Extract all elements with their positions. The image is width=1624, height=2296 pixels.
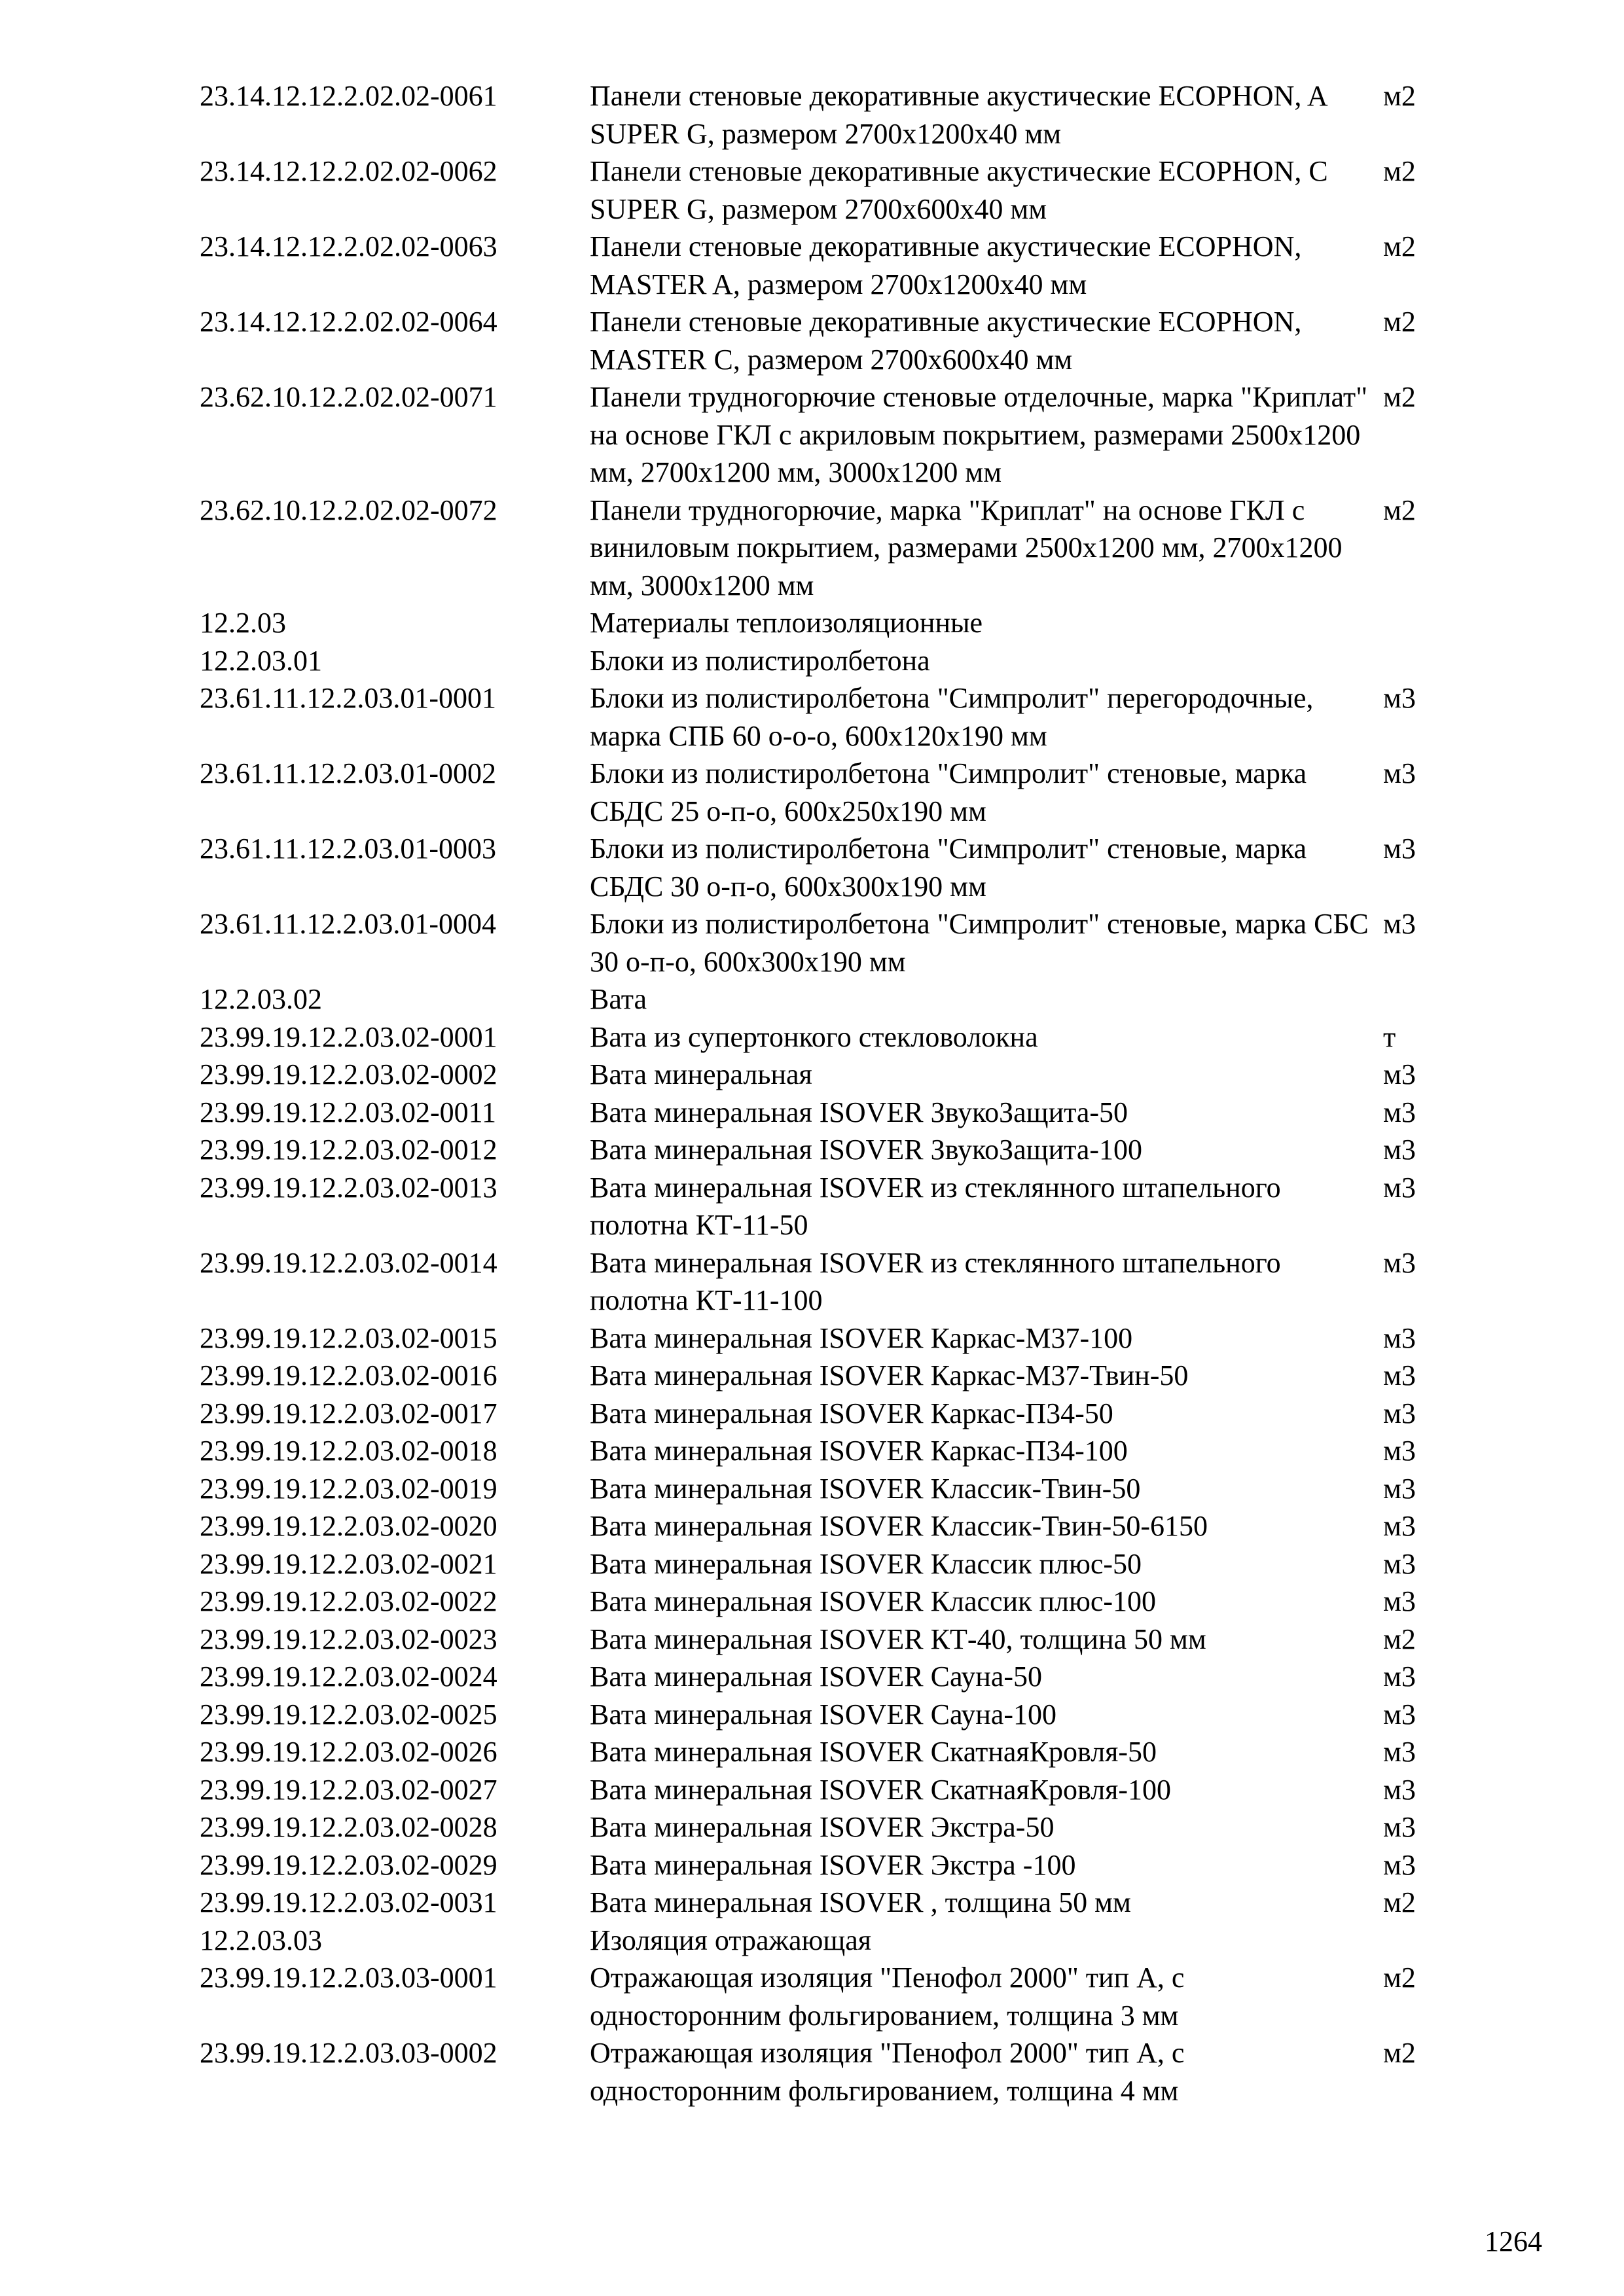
table-row — [200, 830, 1443, 905]
item-code: 23.99.19.12.2.03.02-0026 — [200, 1736, 497, 1768]
table-row — [200, 1056, 1443, 1094]
table-row — [200, 378, 1443, 492]
item-unit: м2 — [1383, 1962, 1416, 1994]
item-name: Панели стеновые декоративные акустические ECOPHON, C SUPER G, размером 2700x600x40 мм — [590, 155, 1328, 225]
item-name: Вата минеральная ISOVER Классик плюс-50 — [590, 1547, 1142, 1580]
item-code: 23.99.19.12.2.03.02-0031 — [200, 1886, 497, 1918]
item-name: Вата минеральная ISOVER , толщина 50 мм — [590, 1886, 1131, 1918]
item-name: Вата минеральная ISOVER Каркас-П34-50 — [590, 1397, 1113, 1429]
item-code: 12.2.03 — [200, 607, 286, 639]
item-unit: м2 — [1383, 80, 1416, 112]
table-row — [200, 1319, 1443, 1357]
item-name: Вата минеральная ISOVER Экстра-50 — [590, 1811, 1055, 1843]
item-unit: м3 — [1383, 1171, 1416, 1204]
table-row — [200, 679, 1443, 755]
item-unit: м3 — [1383, 1397, 1416, 1429]
item-unit: м3 — [1383, 1510, 1416, 1542]
item-code: 23.99.19.12.2.03.02-0019 — [200, 1472, 497, 1505]
table-row — [200, 1771, 1443, 1809]
table-row — [200, 1846, 1443, 1884]
item-unit: м3 — [1383, 833, 1416, 865]
item-name: Вата из супертонкого стекловолокна — [590, 1020, 1038, 1053]
table-row — [200, 492, 1443, 605]
table-row — [200, 1696, 1443, 1734]
item-name: Отражающая изоляция "Пенофол 2000" тип А, с односторонним фольгированием, толщина 4 мм — [590, 2037, 1185, 2107]
item-code: 23.14.12.12.2.02.02-0063 — [200, 230, 497, 262]
item-name: Панели стеновые декоративные акустические ECOPHON, MASTER C, размером 2700x600x40 мм — [590, 306, 1302, 376]
item-name: Блоки из полистиролбетона — [590, 644, 930, 677]
item-code: 23.99.19.12.2.03.02-0023 — [200, 1623, 497, 1655]
item-code: 23.99.19.12.2.03.02-0017 — [200, 1397, 497, 1429]
item-unit: м3 — [1383, 1134, 1416, 1166]
item-name: Вата минеральная ISOVER Сауна-50 — [590, 1660, 1043, 1693]
item-unit: м3 — [1383, 1811, 1416, 1843]
item-code: 23.99.19.12.2.03.02-0022 — [200, 1585, 497, 1617]
item-unit: м2 — [1383, 1623, 1416, 1655]
table-row — [200, 1395, 1443, 1433]
item-unit: м3 — [1383, 1848, 1416, 1881]
price-list-body — [200, 77, 1443, 2109]
item-unit: м3 — [1383, 1096, 1416, 1128]
item-unit: м2 — [1383, 493, 1416, 526]
item-unit: м3 — [1383, 1472, 1416, 1505]
table-row — [200, 1357, 1443, 1395]
table-row — [200, 1131, 1443, 1169]
item-code: 23.99.19.12.2.03.02-0012 — [200, 1134, 497, 1166]
item-name: Изоляция отражающая — [590, 1924, 872, 1956]
item-name: Вата — [590, 983, 647, 1015]
item-code: 23.99.19.12.2.03.02-0028 — [200, 1811, 497, 1843]
table-row — [200, 152, 1443, 228]
table-row — [200, 1470, 1443, 1508]
item-code: 23.61.11.12.2.03.01-0004 — [200, 908, 497, 940]
table-row — [200, 1884, 1443, 1922]
item-code: 23.61.11.12.2.03.01-0001 — [200, 682, 497, 714]
item-unit: м2 — [1383, 230, 1416, 262]
item-unit: м3 — [1383, 1359, 1416, 1391]
item-name: Вата минеральная ISOVER Классик-Твин-50 — [590, 1472, 1141, 1505]
table-row — [200, 980, 1443, 1018]
item-name: Отражающая изоляция "Пенофол 2000" тип А, с односторонним фольгированием, толщина 3 мм — [590, 1962, 1185, 2032]
item-code: 12.2.03.02 — [200, 983, 322, 1015]
item-code: 23.99.19.12.2.03.02-0029 — [200, 1848, 497, 1881]
item-code: 23.99.19.12.2.03.02-0027 — [200, 1773, 497, 1806]
item-code: 23.99.19.12.2.03.02-0001 — [200, 1020, 497, 1053]
item-name: Вата минеральная ISOVER из стеклянного штапельного полотна КТ-11-100 — [590, 1246, 1281, 1316]
item-unit: м2 — [1383, 2037, 1416, 2069]
table-row — [200, 905, 1443, 980]
table-row — [200, 1244, 1443, 1319]
table-row — [200, 1169, 1443, 1244]
item-unit: м3 — [1383, 757, 1416, 789]
table-row — [200, 1959, 1443, 2034]
item-code: 23.62.10.12.2.02.02-0072 — [200, 493, 497, 526]
item-name: Вата минеральная — [590, 1058, 812, 1090]
item-name: Вата минеральная ISOVER СкатнаяКровля-50 — [590, 1736, 1157, 1768]
item-unit: м3 — [1383, 1585, 1416, 1617]
table-row — [200, 1583, 1443, 1621]
item-unit: м3 — [1383, 1246, 1416, 1279]
item-code: 23.99.19.12.2.03.03-0002 — [200, 2037, 497, 2069]
table-row — [200, 2034, 1443, 2109]
item-name: Панели трудногорючие, марка "Криплат" на основе ГКЛ с виниловым покрытием, размерами 2500x1200 мм, 2700x1200 мм, 3000x1200 мм — [590, 493, 1343, 601]
item-code: 23.99.19.12.2.03.02-0016 — [200, 1359, 497, 1391]
table-row — [200, 604, 1443, 642]
item-unit: м3 — [1383, 1660, 1416, 1693]
item-unit: м3 — [1383, 1736, 1416, 1768]
item-code: 12.2.03.03 — [200, 1924, 322, 1956]
table-row — [200, 1658, 1443, 1696]
table-row — [200, 1808, 1443, 1846]
item-unit: т — [1383, 1020, 1396, 1053]
table-row — [200, 1621, 1443, 1659]
item-code: 23.99.19.12.2.03.02-0025 — [200, 1698, 497, 1731]
item-name: Вата минеральная ISOVER Каркас-М37-Твин-50 — [590, 1359, 1189, 1391]
item-unit: м3 — [1383, 908, 1416, 940]
item-code: 23.99.19.12.2.03.02-0002 — [200, 1058, 497, 1090]
item-unit: м2 — [1383, 381, 1416, 413]
item-name: Вата минеральная ISOVER Сауна-100 — [590, 1698, 1057, 1731]
item-name: Вата минеральная ISOVER Экстра -100 — [590, 1848, 1076, 1881]
table-row — [200, 1507, 1443, 1545]
table-row — [200, 755, 1443, 830]
item-unit — [1383, 642, 1443, 680]
item-name: Вата минеральная ISOVER Классик плюс-100 — [590, 1585, 1157, 1617]
table-row — [200, 642, 1443, 680]
item-code: 23.99.19.12.2.03.02-0021 — [200, 1547, 497, 1580]
item-name: Вата минеральная ISOVER КТ-40, толщина 50 мм — [590, 1623, 1206, 1655]
item-name: Блоки из полистиролбетона "Симпролит" стеновые, марка СБС 30 о-п-о, 600x300x190 мм — [590, 908, 1369, 978]
table-row — [200, 1922, 1443, 1960]
item-code: 23.99.19.12.2.03.02-0015 — [200, 1321, 497, 1354]
item-name: Вата минеральная ISOVER ЗвукоЗащита-50 — [590, 1096, 1128, 1128]
table-row — [200, 303, 1443, 378]
item-unit: м2 — [1383, 1886, 1416, 1918]
page-number: 1264 — [1485, 2225, 1542, 2257]
item-code: 23.14.12.12.2.02.02-0061 — [200, 80, 497, 112]
item-unit: м3 — [1383, 1773, 1416, 1806]
item-name: Вата минеральная ISOVER Каркас-М37-100 — [590, 1321, 1133, 1354]
item-code: 23.99.19.12.2.03.02-0024 — [200, 1660, 497, 1693]
table-row — [200, 228, 1443, 303]
item-code: 23.99.19.12.2.03.03-0001 — [200, 1962, 497, 1994]
item-name: Панели стеновые декоративные акустические ECOPHON, MASTER A, размером 2700x1200x40 мм — [590, 230, 1302, 300]
item-name: Вата минеральная ISOVER Каркас-П34-100 — [590, 1435, 1128, 1467]
item-code: 12.2.03.01 — [200, 644, 322, 677]
item-name: Блоки из полистиролбетона "Симпролит" стеновые, марка СБДС 30 о-п-о, 600x300x190 мм — [590, 833, 1307, 903]
item-unit — [1383, 980, 1443, 1018]
item-unit: м3 — [1383, 682, 1416, 714]
table-row — [200, 1018, 1443, 1056]
item-name: Материалы теплоизоляционные — [590, 607, 983, 639]
item-name: Вата минеральная ISOVER ЗвукоЗащита-100 — [590, 1134, 1143, 1166]
item-code: 23.99.19.12.2.03.02-0018 — [200, 1435, 497, 1467]
item-unit — [1383, 1922, 1443, 1960]
item-name: Панели трудногорючие стеновые отделочные, марка "Криплат" на основе ГКЛ с акриловым покрытием, размерами 2500x1200 мм, 2700x1200 мм, 3000x1200 мм — [590, 381, 1368, 488]
item-code: 23.61.11.12.2.03.01-0003 — [200, 833, 497, 865]
item-unit: м3 — [1383, 1321, 1416, 1354]
item-unit — [1383, 604, 1443, 642]
item-unit: м2 — [1383, 306, 1416, 338]
item-unit: м3 — [1383, 1058, 1416, 1090]
item-code: 23.99.19.12.2.03.02-0020 — [200, 1510, 497, 1542]
item-code: 23.62.10.12.2.02.02-0071 — [200, 381, 497, 413]
item-name: Вата минеральная ISOVER из стеклянного штапельного полотна КТ-11-50 — [590, 1171, 1281, 1241]
item-name: Блоки из полистиролбетона "Симпролит" стеновые, марка СБДС 25 о-п-о, 600x250x190 мм — [590, 757, 1307, 827]
item-unit: м2 — [1383, 155, 1416, 187]
table-row — [200, 77, 1443, 152]
item-code: 23.14.12.12.2.02.02-0064 — [200, 306, 497, 338]
table-row — [200, 1432, 1443, 1470]
table-row — [200, 1733, 1443, 1771]
table-row — [200, 1094, 1443, 1132]
item-code: 23.99.19.12.2.03.02-0013 — [200, 1171, 497, 1204]
price-list-table — [200, 77, 1443, 2109]
table-row — [200, 1545, 1443, 1583]
item-unit: м3 — [1383, 1435, 1416, 1467]
item-code: 23.14.12.12.2.02.02-0062 — [200, 155, 497, 187]
item-code: 23.61.11.12.2.03.01-0002 — [200, 757, 497, 789]
item-code: 23.99.19.12.2.03.02-0014 — [200, 1246, 497, 1279]
item-name: Вата минеральная ISOVER СкатнаяКровля-100 — [590, 1773, 1172, 1806]
item-name: Панели стеновые декоративные акустические ECOPHON, A SUPER G, размером 2700x1200x40 мм — [590, 80, 1327, 150]
item-code: 23.99.19.12.2.03.02-0011 — [200, 1096, 497, 1128]
item-unit: м3 — [1383, 1698, 1416, 1731]
item-name: Блоки из полистиролбетона "Симпролит" перегородочные, марка СПБ 60 о-о-о, 600x120x190 мм — [590, 682, 1314, 752]
item-unit: м3 — [1383, 1547, 1416, 1580]
item-name: Вата минеральная ISOVER Классик-Твин-50-6150 — [590, 1510, 1208, 1542]
